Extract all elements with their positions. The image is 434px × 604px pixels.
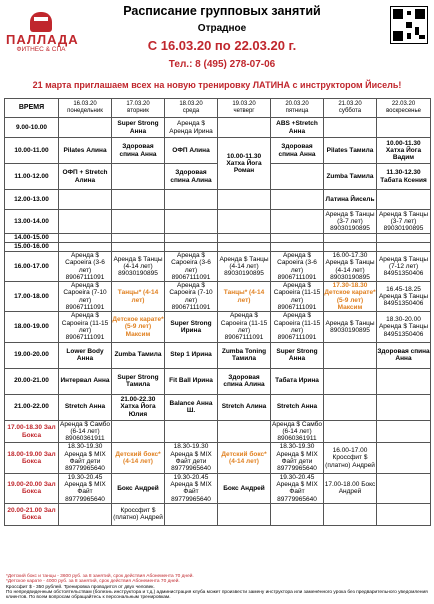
class-cell: Lower Body Анна (59, 342, 112, 368)
day-header-tue: 17.03.20 вторник (112, 99, 165, 118)
class-cell: Здоровая спина Анна (377, 342, 431, 368)
class-cell: Аренда $ Capoeira (3-6 лет) 89067111091 (59, 252, 112, 282)
time-slot: 16.00-17.00 (5, 252, 59, 282)
class-cell: Balance Анна Ш. (165, 394, 218, 420)
class-cell: Аренда $ Capoeira (3-6 лет) 89067111091 (271, 252, 324, 282)
class-cell: Аренда $ Capoeira (11-15 лет) 89067111091 (271, 282, 324, 312)
time-slot: 14.00-15.00 (5, 234, 59, 243)
brand-logo (6, 12, 79, 54)
footer-line: По непредвиденным обстоятельствам (болезнь инструктора и т.д.) администрация клуба может произвести замену инструктора или заменённого урока без предварительного уведомления клиентов. По всем вопросам обращайтесь к персональным тренировкам. (6, 589, 428, 601)
class-cell: Аренда $ Танцы (4-14 лет) 89030190895 (218, 252, 271, 282)
class-cell: Кроссфит $ (платно) Андрей (112, 503, 165, 525)
footer-line: Кроссфит $ - 350 рублей. Тренировка проводится от двух человек. (6, 584, 155, 590)
table-row (5, 443, 431, 473)
day-header-thu: 19.03.20 четверг (218, 99, 271, 118)
time-slot: 12.00-13.00 (5, 190, 59, 210)
class-cell (218, 118, 271, 138)
class-cell: Zumba Toning Тамила (218, 342, 271, 368)
time-slot: 9.00-10.00 (5, 118, 59, 138)
day-header-mon: 16.03.20 понедельник (59, 99, 112, 118)
header (0, 0, 434, 100)
class-cell: 18.30-20.00 Аренда $ Танцы 84951350406 (377, 312, 431, 342)
class-cell: Аренда $ Самбо (6-14 лет) 89060361911 (60, 420, 110, 443)
time-column-header: ВРЕМЯ (5, 99, 59, 118)
class-cell: Stretch Анна (271, 394, 324, 420)
class-cell: 11.30-12.30 Табата Ксения (377, 164, 431, 190)
class-cell: 10.00-11.30 Хатха Йога Роман (218, 138, 271, 190)
table-row (5, 394, 431, 420)
class-cell: 17.00-18.00 Бокс Андрей (324, 473, 377, 503)
helmet-icon (30, 12, 52, 32)
class-cell: Аренда $ Самбо (6-14 лет) 89060361911 (272, 420, 322, 443)
class-cell: 18.30-19.30 Аренда $ MIX Файт дети 89779965640 (59, 443, 112, 473)
qr-code-icon (390, 6, 428, 44)
class-cell: Аренда $ Capoeira (11-15 лет) 89067111091 (59, 312, 112, 342)
class-cell: Super Strong Анна (271, 342, 324, 368)
class-cell: Аренда $ Capoeira (3-6 лет) 89067111091 (165, 252, 218, 282)
brand-name: ПАЛЛАДА (6, 32, 79, 47)
time-slot: 10.00-11.00 (5, 138, 59, 164)
day-header-wed: 18.03.20 среда (165, 99, 218, 118)
table-row (5, 234, 431, 243)
time-slot: 18.00-19.00 Зал Бокса (5, 443, 59, 473)
time-slot: 11.00-12.00 (5, 164, 59, 190)
class-cell: Танцы* (4-14 лет) (218, 282, 271, 312)
class-cell: ABS +Stretch Анна (271, 118, 324, 138)
class-cell: Здоровая спина Алина (218, 368, 271, 394)
class-cell: Zumba Тамила (112, 342, 165, 368)
schedule-table (4, 98, 431, 526)
footer-notes (6, 574, 430, 600)
class-cell (271, 164, 324, 190)
class-cell: Аренда $ Танцы (3-7 лет) 89030190895 (325, 210, 375, 233)
class-cell: 19.30-20.45 Аренда $ MIX Файт 89779965640 (165, 473, 218, 503)
class-cell: 19.30-20.45 Аренда $ MIX Файт 89779965640 (59, 473, 112, 503)
time-slot: 13.00-14.00 (5, 210, 59, 234)
class-cell: Pilates Алина (59, 138, 112, 164)
table-row (5, 190, 431, 210)
class-cell: 18.30-19.30 Аренда $ MIX Файт дети 89779965640 (271, 443, 324, 473)
time-slot: 17.00-18.00 (5, 282, 59, 312)
class-cell: Аренда $ Танцы (4-14 лет) 89030190895 (112, 252, 165, 282)
class-cell: 16.00-17.30 Аренда $ Танцы (4-14 лет) 89030190895 (325, 252, 375, 281)
table-row (5, 138, 431, 164)
time-slot: 20.00-21.00 (5, 368, 59, 394)
page-title: Расписание групповых занятий (123, 4, 321, 18)
table-row (5, 503, 431, 525)
class-cell: Табата Ирина (271, 368, 324, 394)
day-header-sat: 21.03.20 суббота (324, 99, 377, 118)
table-row (5, 210, 431, 234)
class-cell: Аренда $ Capoeira (11-15 лет) 89067111091 (271, 312, 324, 342)
class-cell (59, 118, 112, 138)
class-cell: Super Strong Тамила (112, 368, 165, 394)
class-cell: Zumba Тамила (324, 164, 377, 190)
class-cell: Аренда $ Capoeira (11-15 лет) 89067111091 (218, 312, 271, 342)
time-slot: 20.00-21.00 Зал Бокса (5, 503, 59, 525)
class-cell: Здоровая спина Анна (112, 138, 165, 164)
class-cell: Детский бокс* (4-14 лет) (218, 443, 271, 473)
location-title: Отрадное (197, 23, 247, 34)
table-row (5, 118, 431, 138)
class-cell (324, 118, 377, 138)
footer-line: *Детское карате - 4000 руб. за 8 занятий, срок действия Абонемента 70 дней. (6, 579, 180, 585)
table-row (5, 252, 431, 282)
class-cell: Super Strong Анна (112, 118, 165, 138)
class-cell: Pilates Тамила (324, 138, 377, 164)
class-cell: Аренда $ Танцы (7-12 лет) 84951350406 (377, 252, 431, 282)
class-cell: 18.30-19.30 Аренда $ MIX Файт дети 89779965640 (165, 443, 218, 473)
class-cell: Детское карате* (5-9 лет) Максим (112, 312, 165, 342)
class-cell: 16.00-17.00 Кроссфит $ (платно) Андрей (324, 443, 377, 473)
class-cell: Аренда $ Танцы (3-7 лет) 89030190895 (377, 210, 431, 234)
class-cell: Аренда $ Танцы 89030190895 (324, 312, 377, 342)
promo-banner: 21 марта приглашаем всех на новую тренировку ЛАТИНА с инструктором Йисель! (32, 80, 402, 90)
date-range: С 16.03.20 по 22.03.20 г. (147, 38, 297, 53)
time-slot: 19.00-20.00 Зал Бокса (5, 473, 59, 503)
class-cell: Бокс Андрей (112, 473, 165, 503)
class-cell: Интервал Анна (59, 368, 112, 394)
time-slot: 21.00-22.00 (5, 394, 59, 420)
class-cell: Аренда $ Capoeira (7-10 лет) 89067111091 (59, 282, 112, 312)
class-cell: 21.00-22.30 Хатха Йога Юлия (112, 394, 165, 420)
class-cell: Stretch Алина (218, 394, 271, 420)
class-cell: Super Strong Ирина (165, 312, 218, 342)
table-row (5, 368, 431, 394)
time-slot: 18.00-19.00 (5, 312, 59, 342)
table-row (5, 282, 431, 312)
class-cell: Аренда $ Capoeira (7-10 лет) 89067111091 (165, 282, 218, 312)
class-cell: Латина Йисель (324, 190, 377, 210)
table-row (5, 420, 431, 443)
class-cell: Аренда $ Аренда Ирина (165, 118, 218, 138)
header-row (5, 99, 431, 118)
class-cell: Танцы* (4-14 лет) (112, 282, 165, 312)
phone-number: Тел.: 8 (495) 278-07-06 (168, 59, 276, 70)
class-cell: 10.00-11.30 Хатха Йога Вадим (377, 138, 431, 164)
class-cell: ОФП + Stretch Алина (59, 164, 112, 190)
class-cell: Здоровая спина Алина (165, 164, 218, 190)
brand-subtitle: ФИТНЕС & СПА (16, 46, 66, 53)
class-cell (112, 164, 165, 190)
class-cell: 17.30-18.30 Детское карате* (5-9 лет) Максим (324, 282, 376, 312)
time-slot: 15.00-16.00 (5, 243, 59, 252)
table-row (5, 312, 431, 342)
time-slot: 17.00-18.30 Зал Бокса (5, 420, 59, 443)
time-slot: 19.00-20.00 (5, 342, 59, 368)
table-row (5, 342, 431, 368)
class-cell: ОФП Алина (165, 138, 218, 164)
class-cell: Stretch Анна (59, 394, 112, 420)
table-row (5, 243, 431, 252)
table-row (5, 473, 431, 503)
class-cell (377, 118, 431, 138)
class-cell: Детский бокс* (4-14 лет) (112, 443, 165, 473)
footer-line: *Детский бокс и танцы - 3600 руб. за 8 занятий, срок действия Абонемента 70 дней. (6, 574, 194, 579)
day-header-sun: 22.03.20 воскресенье (377, 99, 431, 118)
class-cell: 19.30-20.45 Аренда $ MIX Файт 89779965640 (271, 473, 324, 503)
class-cell: 16.45-18.25 Аренда $ Танцы 84951350406 (377, 282, 431, 312)
class-cell: Fit Ball Ирина (165, 368, 218, 394)
day-header-fri: 20.03.20 пятница (271, 99, 324, 118)
class-cell: Step 1 Ирина (165, 342, 218, 368)
class-cell: Здоровая спина Анна (271, 138, 324, 164)
class-cell: Бокс Андрей (218, 473, 271, 503)
